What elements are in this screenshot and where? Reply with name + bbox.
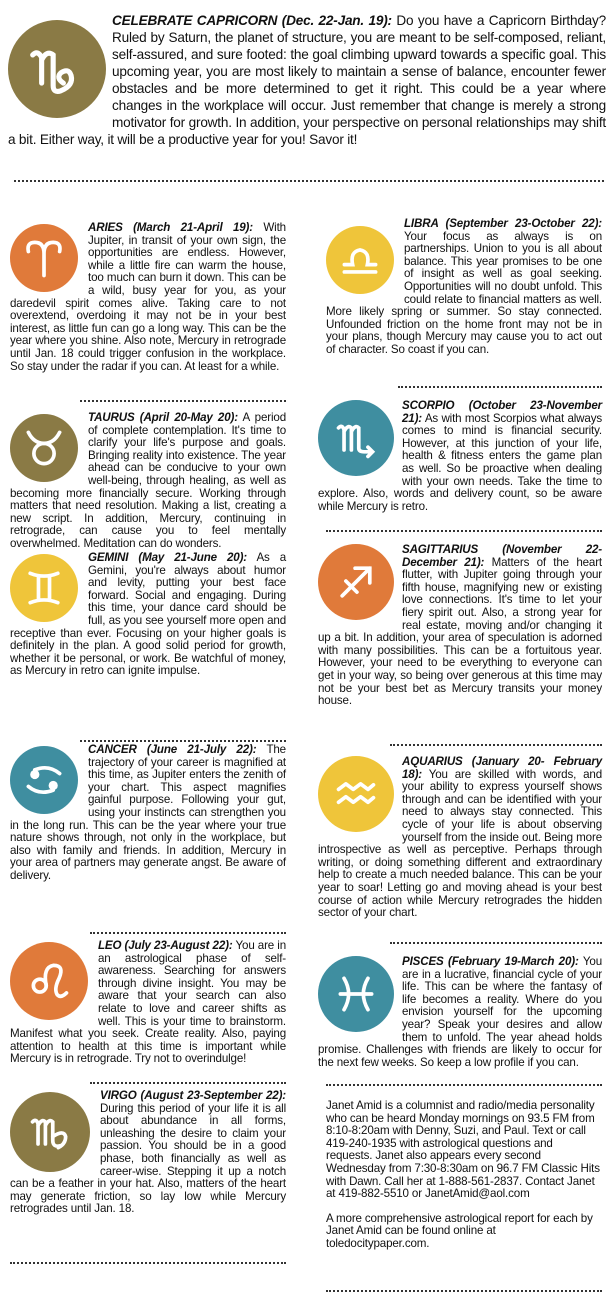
author-info <box>326 1100 602 1251</box>
scorpio-icon <box>318 400 394 476</box>
sign-cancer <box>10 744 286 883</box>
sagittarius-icon <box>318 544 394 620</box>
aries-body: With Jupiter, in transit of your own sign, the opportunities are endless. However, while a little fire can warm the house, too much can burn it down. This can be a wild, busy year for you, as your daredevil spirit comes alive. Taking care to not overextend, overdoing it may not be in your best interest, as little fun can go a long way. This can be the year where you shine. Also note, Mercury in retrograde until Jan. 18 could trigger confusion in the workplace. So stay under the radar if you can. At least for a while. <box>10 221 286 373</box>
leo-heading: LEO (July 23-August 22): <box>98 939 233 952</box>
divider <box>390 744 602 746</box>
report-note: A more comprehensive astrological report for each by Janet Amid can be found online at toledocitypaper.com. <box>326 1211 593 1250</box>
scorpio-body: As with most Scorpios what always comes to mind is financial security. However, at this junction of your life, health & fitness enters the game plan as well. So be proactive when dealing with your own needs. Take the time to explore. Also, words and delivery count, so be aware while Mercury is retro. <box>318 411 602 513</box>
pisces-icon <box>318 956 394 1032</box>
sign-taurus <box>10 412 286 551</box>
gemini-heading: GEMINI (May 21-June 20): <box>88 551 248 564</box>
author-bio: Janet Amid is a columnist and radio/media personality who can be heard Monday mornings on 93.5 FM from 8:10-8:20am with Denny, Suzi, and Paul. Text or call 419-240-1935 with astrological questions and requests. Janet also appears every second Wednesday from 7:30-8:30am on 96.7 FM Classic Hits with Dawn. Call her at 1-888-561-2837. Contact Janet at 419-882-5510 or JanetAmid@aol.com <box>326 1099 600 1201</box>
aries-icon <box>10 224 78 292</box>
taurus-body: A period of complete contemplation. It's time to clarify your life's purpose and goals. Bringing reality into existence. The year ahead can be conducive to your own well-being, through healing, as well as becoming more financially secure. Working through matters that need resolution. Making a list, creating a new script. In addition, Mercury, continuing in retrograde, can cause you to feel mentally overwhelmed. Meditation can do wonders. <box>10 411 286 550</box>
virgo-heading: VIRGO (August 23-September 22): <box>100 1089 286 1102</box>
divider <box>326 1084 602 1086</box>
capricorn-body: Do you have a Capricorn Birthday? Ruled by Saturn, the planet of structure, you are meant to be self-composed, reliant, self-assured, and sure footed: the goal climbing upward towards a specific goal. This upcoming year, you are most likely to maintain a sense of balance, encounter fewer obstacles and be more determined to get it right. This could be a year where changes in the workplace will occur. Just remember that change is merely a strong motivator for growth. In addition, your perspective on personal relationships may shift a bit. Either way, it will be a productive year for you! Savor it! <box>8 13 607 147</box>
sign-scorpio <box>318 400 602 513</box>
virgo-body: During this period of your life it is all about abundance in all forms, unleashing the desire to claim your passion. You should be in a good phase, both financially as well as career-wise. Stepping it up a notch can be a feather in your hat. Also, matters of the heart may generate friction, so lay low while Mercury retrogrades until Jan. 18. <box>10 1101 286 1216</box>
sign-pisces <box>318 956 602 1069</box>
aquarius-icon <box>318 756 394 832</box>
divider <box>390 942 602 944</box>
virgo-icon <box>10 1092 90 1172</box>
divider <box>326 530 602 532</box>
divider <box>90 1082 286 1084</box>
sign-aries <box>10 222 286 373</box>
sign-sagittarius <box>318 544 602 708</box>
pisces-body: You are in a lucrative, financial cycle of your life. This can be where the fantasy of life becomes a reality. Where do you envision yourself for the upcoming year? Speak your desires and allow them to unfold. The year ahead holds promise. Challenges with friends are likely to occur for the next few weeks. So keep a low profile if you can. <box>318 955 602 1069</box>
aquarius-heading: AQUARIUS (January 20- February 18): <box>402 755 602 781</box>
taurus-heading: TAURUS (April 20-May 20): <box>88 411 238 424</box>
sign-leo <box>10 940 286 1066</box>
scorpio-heading: SCORPIO (October 23-November 21): <box>402 399 602 425</box>
leo-icon <box>10 942 88 1020</box>
sign-virgo <box>10 1090 286 1216</box>
divider <box>80 400 286 402</box>
divider <box>398 386 602 388</box>
divider <box>80 740 286 742</box>
taurus-icon <box>10 414 78 482</box>
capricorn-heading: CELEBRATE CAPRICORN (Dec. 22-Jan. 19): <box>112 13 392 28</box>
pisces-heading: PISCES (February 19-March 20): <box>402 955 579 968</box>
libra-heading: LIBRA (September 23-October 22): <box>404 217 602 230</box>
divider <box>326 1290 602 1292</box>
capricorn-intro <box>8 12 606 172</box>
cancer-icon <box>10 746 78 814</box>
sagittarius-heading: SAGITTARIUS (November 22-December 21): <box>402 543 602 569</box>
aquarius-body: You are skilled with words, and your ability to express yourself shows through and can be identified with your need to always stay connected. This cycle of your life is about observing yourself from the inside out. Being more introspective as well as perceptive. Perhaps through writing, or doing something different and extraordinary help to create a much needed balance. This can be your year to soar! Letting go and moving ahead is your best course of action while Mercury retrogrades the hidden sector of your chart. <box>318 767 602 920</box>
divider <box>10 1262 286 1264</box>
libra-icon <box>326 226 394 294</box>
capricorn-icon <box>8 20 106 118</box>
cancer-body: The trajectory of your career is magnified at this time, as Jupiter enters the zenith of your chart. This aspect magnifies gainful purpose. Following your gut, using your instincts can strengthen you in the long run. This can be the year where your true nature shows through, not only in the workplace, but also with family and friends. In addition, Mercury in your area of partners may generate angst. Be aware of delivery. <box>10 743 286 882</box>
gemini-icon <box>10 554 78 622</box>
libra-body: Your focus as always is on partnerships. Union to you is all about balance. This year promises to be one of insight as well as goal seeking. Opportunities will no doubt unfold. This could relate to financial matters as well. More likely spring or summer. So stay connected. Unfounded friction on the home front may not be in your plans, though Mercury may cause you to act out of character. So coast if you can. <box>326 229 602 356</box>
sign-gemini <box>10 552 286 678</box>
divider <box>90 932 286 934</box>
cancer-heading: CANCER (June 21-July 22): <box>88 743 257 756</box>
gemini-body: As a Gemini, you're always about humor and levity, putting your best face forward. Social and engaging. During this time, your dance card should be full, as you see yourself more open and receptive than ever. Focusing on your higher goals is definitely in the plan. A good solid period for growth, whether it be personal, or work. Be watchful of money, as Mercury in retro can ignite impulse. <box>10 551 286 678</box>
sign-libra <box>326 218 602 357</box>
sign-aquarius <box>318 756 602 920</box>
leo-body: You are in an astrological phase of self-awareness. Searching for answers through divine insight. You may be aware that your search can also relate to love and career shifts as well. This is your time to brainstorm. Manifest what you seek. Create reality. Also, paying attention to health at this time is important while Mercury is in retrograde. Try not to overindulge! <box>10 939 286 1066</box>
sagittarius-body: Matters of the heart flutter, with Jupiter going through your fifth house, magnifying new or existing love connections. It's time to let your fiery spirit out. Also, a strong year for real estate, moving and/or changing it up a bit. In addition, your area of speculation is adorned with many possibilities. This can be a fortuitous year. However, your need to be everything to everyone can get in your way, so being over generous at this time may not be your best bet as Mercury transits your money house. <box>318 555 602 708</box>
divider <box>14 180 604 182</box>
aries-heading: ARIES (March 21-April 19): <box>88 221 253 234</box>
